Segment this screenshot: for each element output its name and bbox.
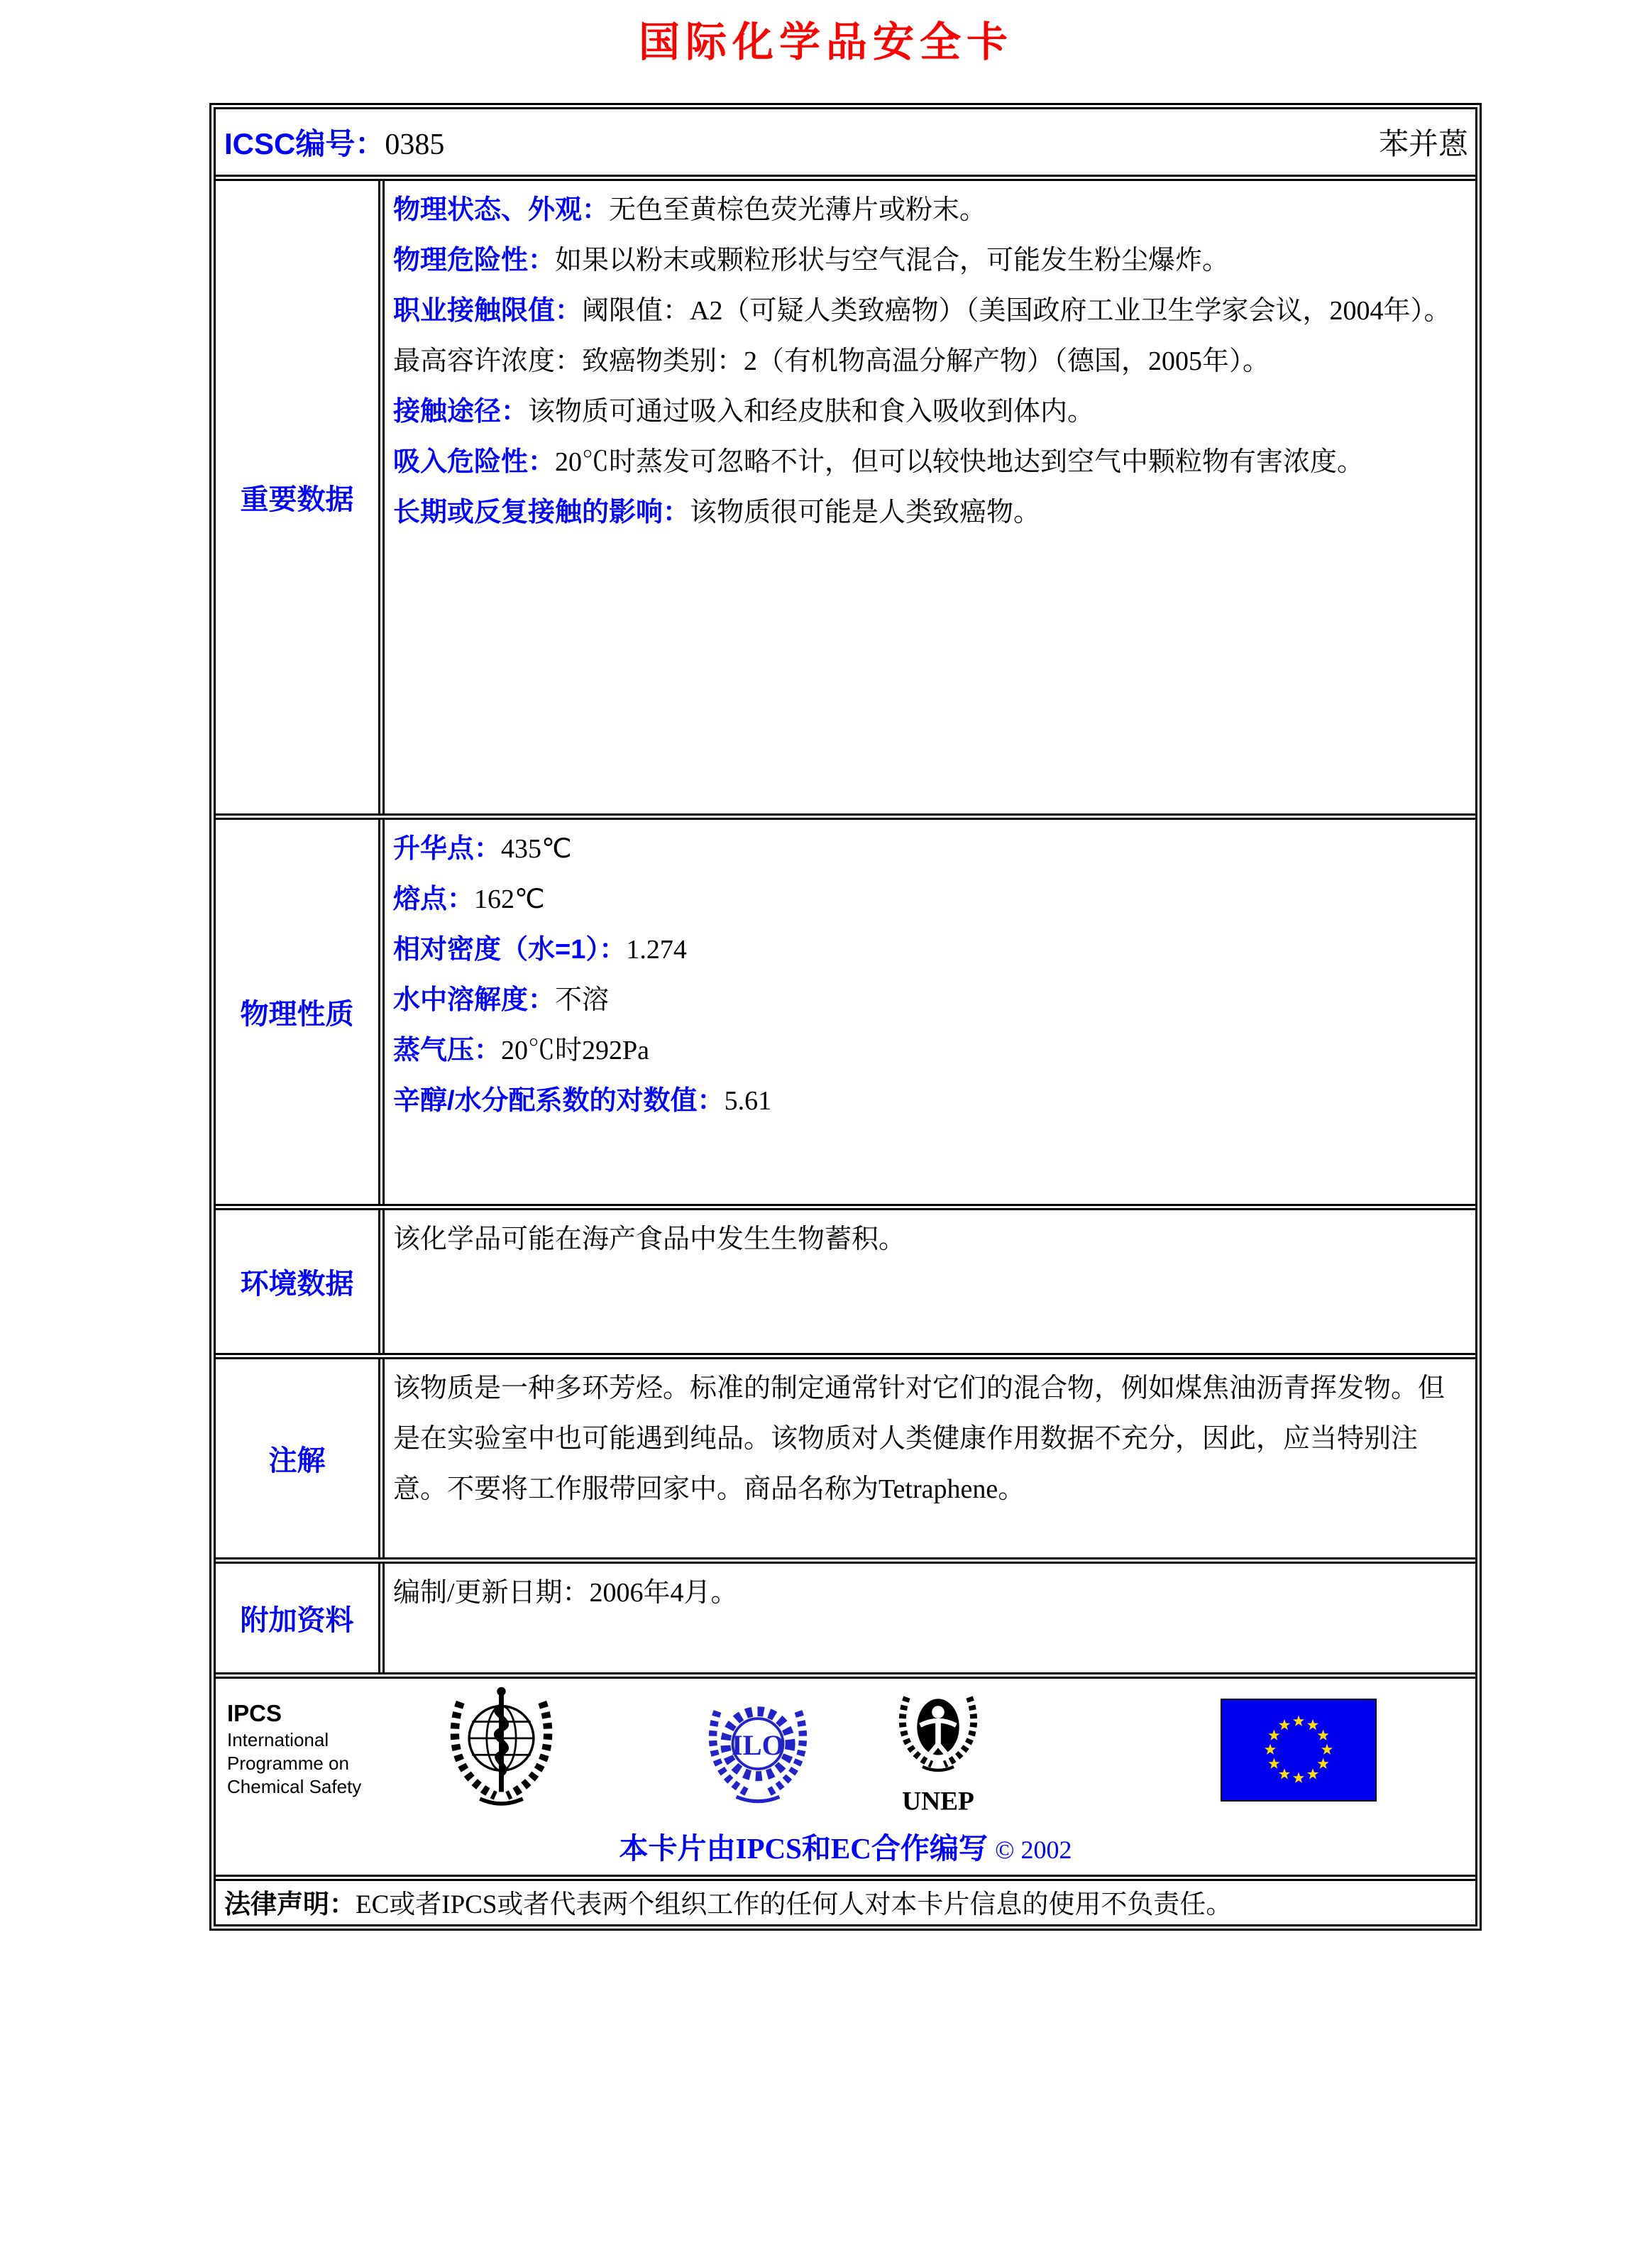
notes-content bbox=[385, 1359, 1475, 1557]
section-important-data bbox=[216, 175, 1475, 813]
svg-text:ILO: ILO bbox=[731, 1728, 785, 1761]
section-notes bbox=[216, 1353, 1475, 1557]
data-row: 物理状态、外观：无色至黄棕色荧光薄片或粉末。 bbox=[393, 195, 987, 225]
unep-logo-icon bbox=[891, 1684, 985, 1821]
section-environmental-data bbox=[216, 1204, 1475, 1353]
data-row: 物理危险性：如果以粉末或颗粒形状与空气混合，可能发生粉尘爆炸。 bbox=[393, 246, 1230, 275]
data-row: 长期或反复接触的影响：该物质很可能是人类致癌物。 bbox=[393, 498, 1041, 527]
unep-logo-label: UNEP bbox=[902, 1787, 974, 1816]
additional-info-content bbox=[385, 1564, 1475, 1672]
section-label-important-data: 重要数据 bbox=[216, 181, 385, 813]
legal-text: EC或者IPCS或者代表两个组织工作的任何人对本卡片信息的使用不负责任。 bbox=[356, 1890, 1233, 1919]
section-label-environmental-data: 环境数据 bbox=[216, 1210, 385, 1353]
data-row: 该化学品可能在海产食品中发生生物蓄积。 bbox=[393, 1224, 906, 1254]
physical-properties-content bbox=[385, 820, 1475, 1204]
section-additional-info bbox=[216, 1557, 1475, 1672]
section-label-physical-properties: 物理性质 bbox=[216, 820, 385, 1204]
chemical-name: 苯并蒽 bbox=[1378, 128, 1468, 161]
environmental-data-content bbox=[385, 1210, 1475, 1353]
icsc-card-table bbox=[209, 103, 1482, 1931]
footer-logos-row bbox=[216, 1672, 1475, 1875]
ipcs-acronym: IPCS bbox=[227, 1700, 282, 1726]
important-data-content bbox=[385, 181, 1475, 813]
footer-caption: 本卡片由IPCS和EC合作编写 © 2002 bbox=[619, 1832, 1072, 1865]
data-row: 升华点：435℃ bbox=[393, 834, 572, 864]
data-row: 辛醇/水分配系数的对数值：5.61 bbox=[393, 1086, 772, 1116]
data-row: 蒸气压：20℃时292Pa bbox=[393, 1036, 650, 1065]
data-row: 该物质是一种多环芳烃。标准的制定通常针对它们的混合物，例如煤焦油沥青挥发物。但是在实验室中也可能遇到纯品。该物质对人类健康作用数据不充分，因此，应当特别注意。不要将工作服带回家中。商品名称为Tetraphene。 bbox=[393, 1374, 1446, 1504]
data-row: 编制/更新日期：2006年4月。 bbox=[393, 1578, 738, 1608]
section-physical-properties bbox=[216, 813, 1475, 1204]
ilo-logo-icon bbox=[704, 1692, 812, 1812]
card-header-row bbox=[216, 109, 1475, 175]
page-title: 国际化学品安全卡 bbox=[638, 19, 1013, 65]
icsc-number-value: 0385 bbox=[385, 128, 445, 161]
data-row: 水中溶解度：不溶 bbox=[393, 985, 610, 1015]
data-row: 熔点：162℃ bbox=[393, 884, 545, 914]
eu-flag-icon bbox=[1221, 1699, 1377, 1805]
who-logo-icon bbox=[443, 1684, 560, 1817]
section-label-notes: 注解 bbox=[216, 1359, 385, 1557]
section-label-additional-info: 附加资料 bbox=[216, 1564, 385, 1672]
icsc-number-group bbox=[224, 121, 444, 163]
data-row: 接触途径：该物质可通过吸入和经皮肤和食入吸收到体内。 bbox=[393, 397, 1095, 427]
icsc-number-label: ICSC编号： bbox=[224, 127, 385, 160]
copyright-text: © 2002 bbox=[995, 1836, 1072, 1864]
data-row: 相对密度（水=1）：1.274 bbox=[393, 935, 687, 965]
legal-disclaimer-row bbox=[216, 1875, 1475, 1924]
data-row: 吸入危险性：20℃时蒸发可忽略不计，但可以较快地达到空气中颗粒物有害浓度。 bbox=[393, 447, 1365, 477]
legal-label: 法律声明： bbox=[224, 1890, 356, 1919]
data-row: 职业接触限值：阈限值：A2（可疑人类致癌物）（美国政府工业卫生学家会议，2004年）。最高容许浓度：致癌物类别：2（有机物高温分解产物）（德国，2005年）。 bbox=[393, 296, 1451, 376]
ipcs-text-block: IPCS International Programme on Chemical Safety bbox=[227, 1700, 362, 1797]
